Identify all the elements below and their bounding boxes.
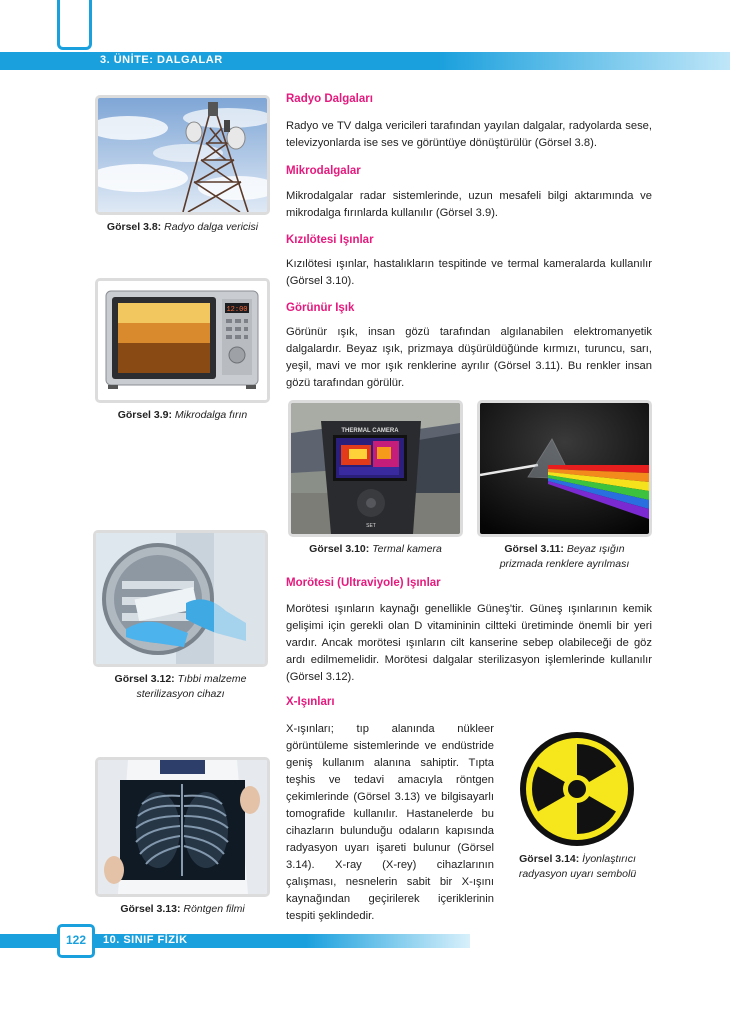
- xray-film-image: [95, 757, 270, 897]
- heading-radio-waves: Radyo Dalgaları: [286, 93, 373, 105]
- book-title: 10. SINIF FİZİK: [103, 934, 188, 946]
- heading-microwaves: Mikrodalgalar: [286, 165, 361, 177]
- header-tab: [57, 0, 92, 50]
- heading-ultraviolet: Morötesi (Ultraviyole) Işınlar: [286, 577, 441, 589]
- heading-xrays: X-Işınları: [286, 696, 335, 708]
- microwave-display: 12:00: [226, 306, 248, 314]
- caption-3-10: Görsel 3.10: Termal kamera: [309, 543, 442, 555]
- paragraph-ultraviolet: Morötesi ışınların kaynağı genellikle Güneş'tir. Güneş ışınlarının kemik gelişimi için gerekli olan D vitamininin ciltteki üretiminde önemli bir yeri vardır. Ancak morötesi ışınların cilt kanserine sebep olabileceği de göz ardı edilmemelidir. Morötesi dalgalar sterilizasyon işlemlerinde kullanılır (Görsel 3.12).: [286, 603, 652, 683]
- unit-title: 3. ÜNİTE: DALGALAR: [100, 54, 223, 66]
- thermal-camera-image: [288, 400, 463, 537]
- thermal-camera-label: THERMAL CAMERA: [341, 428, 399, 434]
- sterilization-device-image: [93, 530, 268, 667]
- radiation-warning-icon: [518, 730, 636, 848]
- prism-spectrum-image: [477, 400, 652, 537]
- caption-3-9: Görsel 3.9: Mikrodalga fırın: [117, 409, 248, 421]
- caption-3-14: Görsel 3.14: İyonlaştırıcı radyasyon uyarı sembolü: [518, 853, 637, 880]
- paragraph-radio-waves: Radyo ve TV dalga vericileri tarafından yayılan dalgalar, radyolarda sese, televizyonlarda ise ses ve görüntüye dönüştürülür (Görsel 3.8).: [286, 120, 652, 149]
- caption-3-11: Görsel 3.11: Beyaz ışığın prizmada renklere ayrılması: [499, 543, 630, 570]
- page-number: 122: [65, 933, 87, 947]
- paragraph-microwaves: Mikrodalgalar radar sistemlerinde, uzun mesafeli bilgi aktarımında ve mikrodalga fırınlarda kullanılır (Görsel 3.9).: [286, 190, 652, 219]
- paragraph-xrays: X-ışınları; tıp alanında nükleer görüntüleme sistemlerinde ve endüstride geniş kullanım alanına sahiptir. Tıpta teşhis ve tedavi amacıyla röntgen çekimlerinde (Görsel 3.13) ve bilgisayarlı tomografide kullanılır. Hastanelerde bu cihazların bulunduğu odaların kapısında radyasyon uyarı işareti bulunur (Görsel 3.14). X-ray (X-rey) cihazlarının çalışması, nesnelerin sabit bir X-ışını kaynağından geçirilerek içeriklerinin tespiti şeklindedir.: [286, 723, 494, 922]
- caption-3-8: Görsel 3.8: Radyo dalga vericisi: [106, 221, 259, 233]
- thermal-camera-set-label: SET: [366, 523, 376, 529]
- paragraph-visible-light: Görünür ışık, insan gözü tarafından algılanabilen elektromanyetik dalgalardır. Beyaz ışık, prizmaya düşürüldüğünde kırmızı, turuncu, sarı, yeşil, mavi ve mor ışık renklerine ayrılır (Görsel 3.11). Bu renkler insan gözü tarafından görülür.: [286, 326, 652, 389]
- heading-visible-light: Görünür Işık: [286, 302, 355, 314]
- heading-infrared: Kızılötesi Işınlar: [286, 234, 374, 246]
- paragraph-infrared: Kızılötesi ışınlar, hastalıkların tespitinde ve termal kameralarda kullanılır (Görsel 3.10).: [286, 258, 652, 287]
- radio-tower-image: [95, 95, 270, 215]
- radiation-symbol-image: [518, 730, 636, 848]
- caption-3-12: Görsel 3.12: Tıbbi malzeme sterilizasyon cihazı: [114, 673, 247, 700]
- microwave-image: [95, 278, 270, 403]
- caption-3-13: Görsel 3.13: Röntgen filmi: [120, 903, 245, 915]
